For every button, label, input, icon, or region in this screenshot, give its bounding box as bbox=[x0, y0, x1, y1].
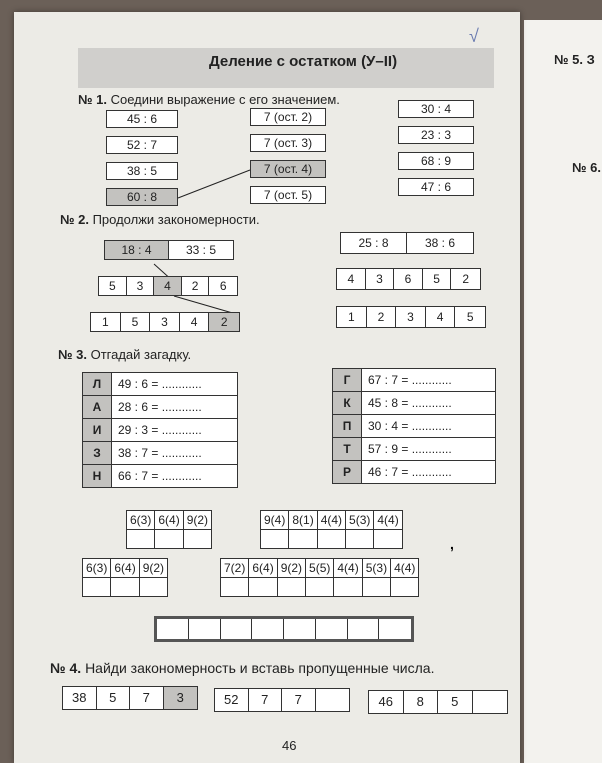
riddle-expr[interactable]: 67 : 7 = ............ bbox=[362, 369, 496, 392]
side-task-5: № 5. З bbox=[554, 52, 595, 67]
sequence-cell: 3 bbox=[164, 687, 197, 709]
letter-slot[interactable] bbox=[221, 578, 249, 597]
value-box[interactable]: 7 (ост. 5) bbox=[250, 186, 326, 204]
riddle-expr[interactable]: 38 : 7 = ............ bbox=[112, 442, 238, 465]
code-cell: 6(3) bbox=[83, 559, 111, 578]
sequence-cell: 52 bbox=[215, 689, 249, 711]
pattern-cell: 6 bbox=[219, 279, 227, 293]
pattern-cell: 2 bbox=[209, 313, 239, 331]
page-number: 46 bbox=[282, 738, 297, 753]
code-cell: 9(2) bbox=[183, 511, 211, 530]
sequence-row bbox=[368, 690, 508, 714]
riddle-expr[interactable]: 45 : 8 = ............ bbox=[362, 392, 496, 415]
sequence-blank-cell[interactable] bbox=[473, 691, 507, 713]
riddle-letter: Т bbox=[333, 438, 362, 461]
code-cell: 9(4) bbox=[261, 511, 289, 530]
letter-slot[interactable] bbox=[111, 578, 139, 597]
pattern-cell: 2 bbox=[182, 277, 210, 295]
pattern-cell: 5 bbox=[423, 269, 452, 289]
code-cell: 6(4) bbox=[249, 559, 277, 578]
letter-slot[interactable] bbox=[362, 578, 390, 597]
sequence-cell: 7 bbox=[249, 689, 283, 711]
pattern-row bbox=[336, 268, 481, 290]
check-mark-icon: √ bbox=[469, 26, 479, 46]
riddle-letter: А bbox=[83, 396, 112, 419]
pattern-cell: 38 : 6 bbox=[424, 236, 456, 250]
letter-slot[interactable] bbox=[284, 619, 316, 639]
task3-heading: № 3. Отгадай загадку. bbox=[58, 347, 192, 362]
connector-line bbox=[178, 170, 250, 198]
riddle-expr[interactable]: 29 : 3 = ............ bbox=[112, 419, 238, 442]
letter-slot[interactable] bbox=[249, 578, 277, 597]
sequence-row bbox=[62, 686, 198, 710]
code-cell: 4(4) bbox=[391, 559, 419, 578]
code-cell: 6(3) bbox=[127, 511, 155, 530]
letter-slot[interactable] bbox=[189, 619, 221, 639]
riddle-letter: З bbox=[83, 442, 112, 465]
letter-slot[interactable] bbox=[346, 530, 374, 549]
sequence-row bbox=[214, 688, 350, 712]
pattern-cell: 4 bbox=[426, 307, 456, 327]
expr-box[interactable]: 47 : 6 bbox=[398, 178, 474, 196]
sequence-cell: 7 bbox=[282, 689, 316, 711]
pattern-cell: 4 bbox=[337, 269, 366, 289]
final-answer-strip bbox=[154, 616, 414, 642]
sequence-cell: 46 bbox=[369, 691, 404, 713]
pattern-cell: 18 : 4 bbox=[105, 241, 169, 259]
value-box[interactable]: 7 (ост. 2) bbox=[250, 108, 326, 126]
expr-box[interactable]: 30 : 4 bbox=[398, 100, 474, 118]
code-cell: 6(4) bbox=[155, 511, 183, 530]
pattern-cell: 2 bbox=[462, 272, 470, 286]
pattern-cell: 5 bbox=[99, 277, 127, 295]
riddle-expr[interactable]: 57 : 9 = ............ bbox=[362, 438, 496, 461]
sequence-cell: 8 bbox=[404, 691, 439, 713]
letter-slot[interactable] bbox=[252, 619, 284, 639]
letter-slot[interactable] bbox=[261, 530, 289, 549]
letter-slot[interactable] bbox=[348, 619, 380, 639]
riddle-expr[interactable]: 66 : 7 = ............ bbox=[112, 465, 238, 488]
code-cell: 4(4) bbox=[374, 511, 402, 530]
task4-heading: № 4. Найди закономерность и вставь пропущенные числа. bbox=[50, 660, 435, 676]
riddle-expr[interactable]: 30 : 4 = ............ bbox=[362, 415, 496, 438]
code-cell: 4(4) bbox=[317, 511, 345, 530]
pattern-cell: 1 bbox=[337, 307, 367, 327]
letter-slot[interactable] bbox=[391, 578, 419, 597]
letter-slot[interactable] bbox=[83, 578, 111, 597]
sequence-cell: 38 bbox=[63, 687, 97, 709]
workbook-page bbox=[14, 12, 520, 763]
riddle-expr[interactable]: 28 : 6 = ............ bbox=[112, 396, 238, 419]
task1-heading: № 1. Соедини выражение с его значением. bbox=[78, 92, 340, 107]
pattern-cell: 5 bbox=[466, 310, 474, 324]
letter-slot[interactable] bbox=[127, 530, 155, 549]
riddle-table-left bbox=[82, 372, 238, 488]
riddle-letter: Н bbox=[83, 465, 112, 488]
answer-word-3 bbox=[82, 558, 168, 597]
pattern-row bbox=[340, 232, 474, 254]
letter-slot[interactable] bbox=[379, 619, 411, 639]
answer-word-1 bbox=[126, 510, 212, 549]
value-box-highlighted[interactable]: 7 (ост. 4) bbox=[250, 160, 326, 178]
pattern-cell: 3 bbox=[127, 277, 155, 295]
letter-slot[interactable] bbox=[317, 530, 345, 549]
pattern-cell: 2 bbox=[367, 307, 397, 327]
riddle-letter: Г bbox=[333, 369, 362, 392]
answer-word-4 bbox=[220, 558, 419, 597]
pattern-cell: 3 bbox=[150, 313, 180, 331]
sequence-cell: 7 bbox=[130, 687, 164, 709]
pattern-row bbox=[90, 312, 240, 332]
letter-slot[interactable] bbox=[334, 578, 362, 597]
page-title: Деление с остатком (У–II) bbox=[209, 53, 398, 70]
expr-box[interactable]: 52 : 7 bbox=[106, 136, 178, 154]
pattern-cell: 6 bbox=[394, 269, 423, 289]
sequence-cell: 5 bbox=[438, 691, 473, 713]
code-cell: 4(4) bbox=[334, 559, 362, 578]
riddle-letter: Р bbox=[333, 461, 362, 484]
letter-slot[interactable] bbox=[139, 578, 167, 597]
code-cell: 7(2) bbox=[221, 559, 249, 578]
expr-box[interactable]: 38 : 5 bbox=[106, 162, 178, 180]
pattern-cell: 3 bbox=[366, 269, 395, 289]
code-cell: 5(3) bbox=[346, 511, 374, 530]
code-cell: 9(2) bbox=[139, 559, 167, 578]
letter-slot[interactable] bbox=[306, 578, 334, 597]
letter-slot[interactable] bbox=[155, 530, 183, 549]
letter-slot[interactable] bbox=[183, 530, 211, 549]
code-cell: 5(5) bbox=[306, 559, 334, 578]
pattern-row bbox=[98, 276, 238, 296]
letter-slot[interactable] bbox=[277, 578, 305, 597]
pattern-cell: 3 bbox=[396, 307, 426, 327]
value-box[interactable]: 7 (ост. 3) bbox=[250, 134, 326, 152]
next-page bbox=[524, 20, 602, 763]
pattern-row bbox=[104, 240, 234, 260]
riddle-expr[interactable]: 46 : 7 = ............ bbox=[362, 461, 496, 484]
pattern-cell: 1 bbox=[91, 313, 121, 331]
answer-word-2 bbox=[260, 510, 403, 549]
connector-lines bbox=[14, 12, 520, 342]
expr-box-highlighted[interactable]: 60 : 8 bbox=[106, 188, 178, 206]
side-task-6: № 6. bbox=[572, 160, 601, 175]
pattern-cell: 4 bbox=[154, 277, 182, 295]
riddle-letter: Л bbox=[83, 373, 112, 396]
riddle-table-right bbox=[332, 368, 496, 484]
expr-box[interactable]: 68 : 9 bbox=[398, 152, 474, 170]
code-cell: 9(2) bbox=[277, 559, 305, 578]
pattern-cell: 25 : 8 bbox=[341, 233, 407, 253]
code-cell: 5(3) bbox=[362, 559, 390, 578]
riddle-letter: П bbox=[333, 415, 362, 438]
task2-heading: № 2. Продолжи закономерности. bbox=[60, 212, 260, 227]
letter-slot[interactable] bbox=[316, 619, 348, 639]
pattern-cell: 5 bbox=[121, 313, 151, 331]
sequence-blank-cell[interactable] bbox=[316, 689, 349, 711]
pattern-cell: 33 : 5 bbox=[185, 243, 217, 257]
letter-slot[interactable] bbox=[221, 619, 253, 639]
riddle-letter: И bbox=[83, 419, 112, 442]
code-cell: 6(4) bbox=[111, 559, 139, 578]
code-cell: 8(1) bbox=[289, 511, 317, 530]
comma: , bbox=[450, 536, 454, 552]
letter-slot[interactable] bbox=[157, 619, 189, 639]
letter-slot[interactable] bbox=[374, 530, 402, 549]
letter-slot[interactable] bbox=[289, 530, 317, 549]
expr-box[interactable]: 45 : 6 bbox=[106, 110, 178, 128]
pattern-row bbox=[336, 306, 486, 328]
expr-box[interactable]: 23 : 3 bbox=[398, 126, 474, 144]
riddle-expr[interactable]: 49 : 6 = ............ bbox=[112, 373, 238, 396]
sequence-cell: 5 bbox=[97, 687, 131, 709]
pattern-cell: 4 bbox=[180, 313, 210, 331]
riddle-letter: К bbox=[333, 392, 362, 415]
